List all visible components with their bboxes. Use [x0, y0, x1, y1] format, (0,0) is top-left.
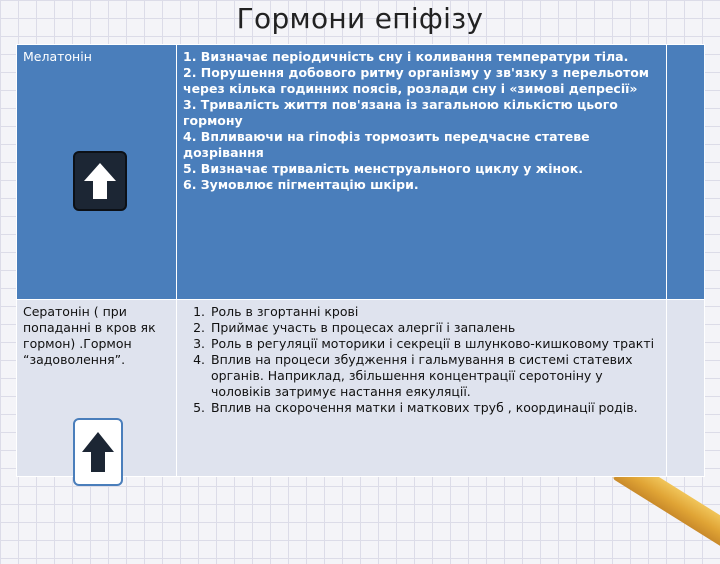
effect-item: 4. Впливаючи на гіпофіз тормозить передчасне статеве дозрівання: [183, 129, 590, 160]
effect-item: 3. Тривалість життя пов'язана із загальною кількістю цього гормону: [183, 97, 618, 128]
hormone-name-cell: [17, 300, 177, 477]
effects-list: [183, 304, 660, 416]
list-item: 5. Вплив на скорочення матки і маткових труб , координації родів.: [209, 400, 660, 416]
table-row-serotonin: [17, 300, 705, 477]
effect-item: 2. Порушення добового ритму організму у зв'язку з перельотом через кілька годинних поясів, розлади сну і «зимові депресії»: [183, 65, 650, 96]
table-row-melatonin: [17, 45, 705, 300]
up-arrow-icon: [80, 430, 116, 474]
empty-cell: [667, 45, 705, 300]
up-arrow-button[interactable]: [73, 418, 123, 486]
hormones-table: [16, 44, 705, 477]
effects-cell: [177, 45, 667, 300]
hormone-name-cell: [17, 45, 177, 300]
list-item: 1. Роль в згортанні крові: [209, 304, 660, 320]
list-item: 2. Приймає участь в процесах алергії і запалень: [209, 320, 660, 336]
up-arrow-button[interactable]: [73, 151, 127, 211]
effect-item: 1. Визначає періодичність сну і коливання температури тіла.: [183, 49, 629, 64]
page-title: Гормони епіфізу: [236, 2, 484, 35]
list-item: 3. Роль в регуляції моторики і секреції в шлунково-кишковому тракті: [209, 336, 660, 352]
empty-cell: [667, 300, 705, 477]
up-arrow-icon: [82, 161, 118, 201]
effect-item: 6. Зумовлює пігментацію шкіри.: [183, 177, 419, 192]
hormone-name: Сератонін ( при попаданні в кров як гормон) .Гормон “задоволення”.: [23, 304, 156, 367]
list-item: 4. Вплив на процеси збудження і гальмування в системі статевих органів. Наприклад, збільшення концентрації серотоніну у чоловіків затримує настання еякуляції.: [209, 352, 660, 400]
effect-item: 5. Визначає тривалість менструального циклу у жінок.: [183, 161, 583, 176]
effects-cell: [177, 300, 667, 477]
hormone-name: Мелатонін: [23, 49, 92, 64]
